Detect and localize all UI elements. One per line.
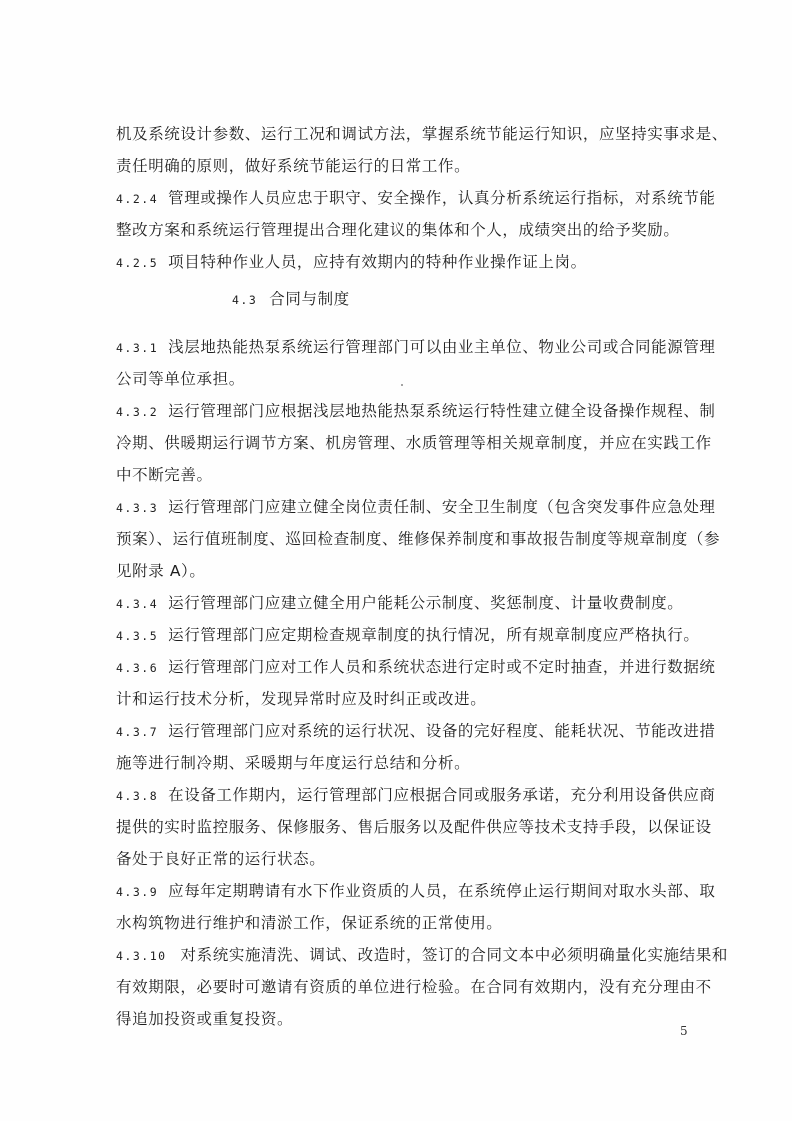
clause-number: 4.2.5 (116, 256, 159, 270)
text-block-upper (116, 118, 728, 278)
text-line: 施等进行制冷期、采暖期与年度运行总结和分析。 (116, 754, 471, 772)
clause-number: 4.3.1 (116, 341, 159, 355)
clause-number: 4.3.10 (116, 949, 167, 963)
section-number: 4.3 (232, 293, 258, 307)
text-line: 提供的实时监控服务、保修服务、售后服务以及配件供应等技术支持手段，以保证设 (116, 818, 712, 836)
clause-line (116, 875, 716, 907)
clause-line (116, 715, 716, 747)
text-line: 中不断完善。 (116, 466, 213, 484)
clause-line (116, 939, 728, 971)
clause-text: 在设备工作期内，运行管理部门应根据合同或服务承诺，充分利用设备供应商 (168, 786, 716, 804)
clause-number: 4.3.8 (116, 789, 159, 803)
text-line: 得追加投资或重复投资。 (116, 1010, 294, 1028)
text-line: 整改方案和系统运行管理提出合理化建议的集体和个人，成绩突出的给予奖励。 (116, 221, 680, 239)
clause-line (116, 651, 716, 683)
clause-line (116, 182, 716, 214)
clause-line (116, 779, 716, 811)
clause-line (116, 331, 716, 363)
page-number: 5 (680, 1024, 688, 1038)
clause-number: 4.2.4 (116, 192, 159, 206)
text-line: 水构筑物进行维护和清淤工作，保证系统的正常使用。 (116, 914, 503, 932)
scan-speck (401, 384, 403, 386)
text-block-lower (116, 331, 728, 1035)
clause-number: 4.3.6 (116, 661, 159, 675)
text-line: 机及系统设计参数、运行工况和调试方法，掌握系统节能运行知识，应坚持实事求是、 (116, 125, 728, 143)
text-line: 责任明确的原则，做好系统节能运行的日常工作。 (116, 157, 471, 175)
clause-number: 4.3.3 (116, 501, 159, 515)
clause-line (116, 619, 716, 651)
clause-number: 4.3.7 (116, 725, 159, 739)
clause-line (116, 587, 716, 619)
clause-line (116, 246, 716, 278)
clause-line (116, 491, 716, 523)
clause-text: 运行管理部门应对工作人员和系统状态进行定时或不定时抽查，并进行数据统 (168, 658, 716, 676)
clause-text: 对系统实施清洗、调试、改造时，签订的合同文本中必须明确量化实施结果和 (180, 946, 728, 964)
clause-number: 4.3.2 (116, 405, 159, 419)
clause-text: 浅层地热能热泵系统运行管理部门可以由业主单位、物业公司或合同能源管理 (168, 338, 716, 356)
clause-text: 应每年定期聘请有水下作业资质的人员，在系统停止运行期间对取水头部、取 (168, 882, 716, 900)
clause-text: 运行管理部门应对系统的运行状况、设备的完好程度、能耗状况、节能改进措 (168, 722, 716, 740)
clause-number: 4.3.4 (116, 597, 159, 611)
text-line: 备处于良好正常的运行状态。 (116, 850, 326, 868)
text-line: 见附录 A）。 (116, 562, 206, 580)
clause-text: 运行管理部门应定期检查规章制度的执行情况，所有规章制度应严格执行。 (168, 626, 700, 644)
clause-text: 运行管理部门应根据浅层地热能热泵系统运行特性建立健全设备操作规程、制 (168, 402, 716, 420)
clause-text: 项目特种作业人员，应持有效期内的特种作业操作证上岗。 (168, 253, 587, 271)
text-line: 公司等单位承担。 (116, 370, 245, 388)
clause-number: 4.3.5 (116, 629, 159, 643)
clause-text: 运行管理部门应建立健全用户能耗公示制度、奖惩制度、计量收费制度。 (168, 594, 684, 612)
text-line: 冷期、供暖期运行调节方案、机房管理、水质管理等相关规章制度，并应在实践工作 (116, 434, 712, 452)
text-line: 预案）、运行值班制度、巡回检查制度、维修保养制度和事故报告制度等规章制度（参 (116, 530, 721, 548)
clause-text: 管理或操作人员应忠于职守、安全操作，认真分析系统运行指标，对系统节能 (168, 189, 716, 207)
section-title: 合同与制度 (269, 290, 350, 308)
text-line: 计和运行技术分析，发现异常时应及时纠正或改进。 (116, 690, 487, 708)
clause-text: 运行管理部门应建立健全岗位责任制、安全卫生制度（包含突发事件应急处理 (168, 498, 716, 516)
clause-line (116, 395, 716, 427)
text-line: 有效期限，必要时可邀请有资质的单位进行检验。在合同有效期内，没有充分理由不 (116, 978, 712, 996)
clause-number: 4.3.9 (116, 885, 159, 899)
section-heading (232, 287, 350, 309)
